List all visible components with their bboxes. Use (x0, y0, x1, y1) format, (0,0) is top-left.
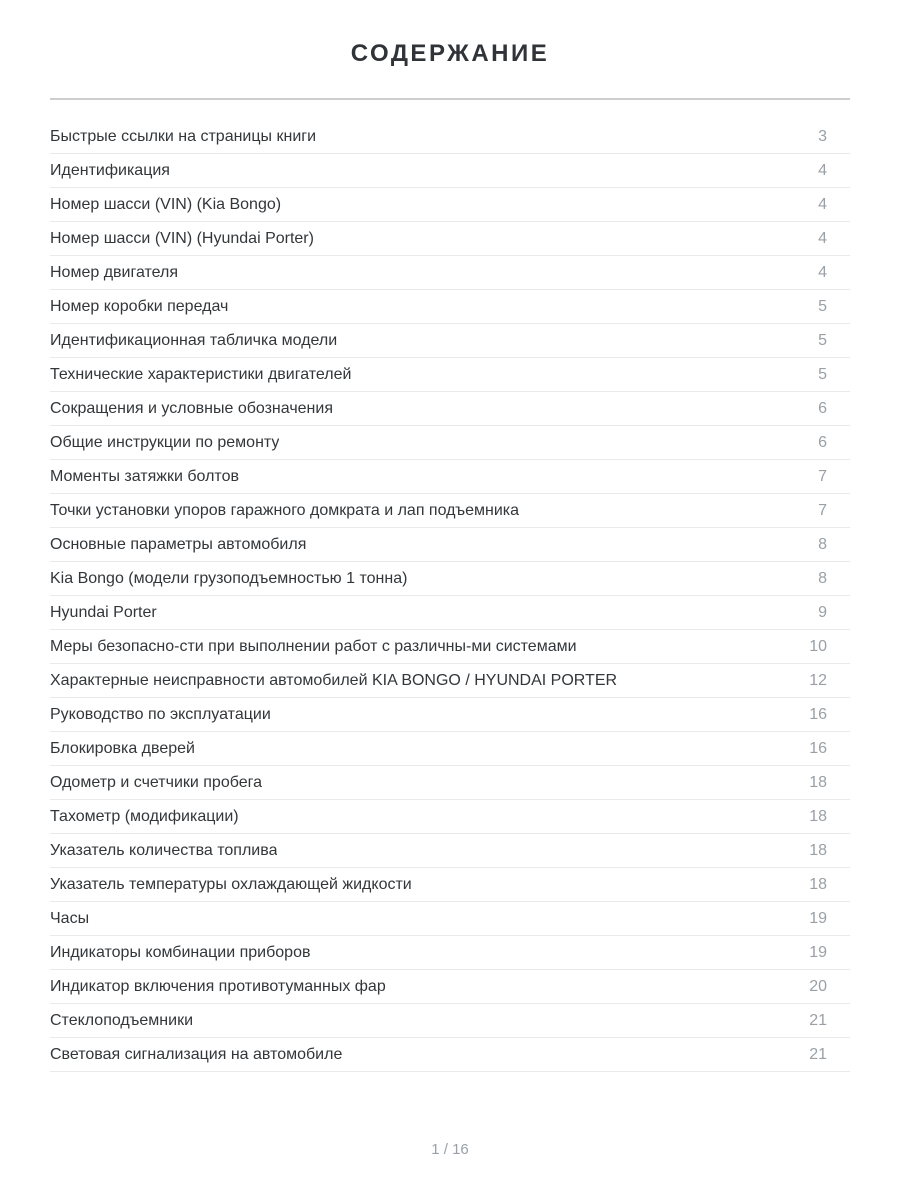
toc-row[interactable] (50, 290, 850, 324)
toc-row[interactable] (50, 936, 850, 970)
toc-item-page-number: 3 (818, 127, 827, 145)
toc-item-page-number: 5 (818, 297, 827, 315)
toc-item-label: Моменты затяжки болтов (50, 467, 239, 485)
toc-item-page-number: 7 (818, 467, 827, 485)
toc-row[interactable] (50, 494, 850, 528)
toc-item-label: Номер коробки передач (50, 297, 229, 315)
toc-item-page-number: 8 (818, 569, 827, 587)
toc-item-page-number: 19 (809, 909, 827, 927)
toc-row[interactable] (50, 902, 850, 936)
toc-row[interactable] (50, 460, 850, 494)
toc-row[interactable] (50, 596, 850, 630)
toc-item-page-number: 6 (818, 433, 827, 451)
toc-item-page-number: 4 (818, 263, 827, 281)
toc-item-label: Тахометр (модификации) (50, 807, 239, 825)
toc-item-label: Характерные неисправности автомобилей KIA BONGO / HYUNDAI PORTER (50, 671, 618, 689)
page-title: СОДЕРЖАНИЕ (350, 40, 550, 67)
toc-item-label: Световая сигнализация на автомобиле (50, 1045, 343, 1063)
toc-item-page-number: 4 (818, 161, 827, 179)
page-indicator: 1 / 16 (431, 1141, 469, 1158)
toc-item-page-number: 4 (818, 195, 827, 213)
toc-row[interactable] (50, 188, 850, 222)
toc-item-label: Меры безопасно-сти при выполнении работ с различны-ми системами (50, 637, 577, 655)
toc-item-label: Основные параметры автомобиля (50, 535, 307, 553)
toc-row[interactable] (50, 630, 850, 664)
toc-row[interactable] (50, 766, 850, 800)
toc-item-label: Номер двигателя (50, 263, 179, 281)
toc-row[interactable] (50, 120, 850, 154)
title-divider (50, 98, 850, 100)
toc-item-page-number: 16 (809, 739, 827, 757)
toc-item-label: Указатель количества топлива (50, 841, 278, 859)
toc-item-page-number: 18 (809, 841, 827, 859)
toc-row[interactable] (50, 664, 850, 698)
toc-item-label: Точки установки упоров гаражного домкрата и лап подъемника (50, 501, 520, 519)
toc-item-label: Руководство по эксплуатации (50, 705, 271, 723)
toc-row[interactable] (50, 256, 850, 290)
toc-row[interactable] (50, 1038, 850, 1072)
toc-item-page-number: 8 (818, 535, 827, 553)
toc-item-page-number: 10 (809, 637, 827, 655)
toc-row[interactable] (50, 732, 850, 766)
toc-item-label: Kia Bongo (модели грузоподъемностью 1 тонна) (50, 569, 408, 587)
toc-row[interactable] (50, 324, 850, 358)
toc-row[interactable] (50, 834, 850, 868)
toc-item-page-number: 6 (818, 399, 827, 417)
toc-item-label: Номер шасси (VIN) (Kia Bongo) (50, 195, 282, 213)
toc-item-page-number: 5 (818, 365, 827, 383)
toc-item-page-number: 18 (809, 807, 827, 825)
toc-item-page-number: 7 (818, 501, 827, 519)
toc-item-label: Идентификационная табличка модели (50, 331, 338, 349)
toc-item-label: Указатель температуры охлаждающей жидкости (50, 875, 412, 893)
toc-row[interactable] (50, 800, 850, 834)
toc-item-label: Номер шасси (VIN) (Hyundai Porter) (50, 229, 314, 247)
toc-item-label: Сокращения и условные обозначения (50, 399, 333, 417)
toc-item-label: Общие инструкции по ремонту (50, 433, 280, 451)
toc-item-label: Блокировка дверей (50, 739, 195, 757)
toc-item-label: Индикаторы комбинации приборов (50, 943, 311, 961)
toc-item-label: Технические характеристики двигателей (50, 365, 352, 383)
toc-row[interactable] (50, 392, 850, 426)
toc-list (50, 120, 850, 1072)
toc-item-label: Одометр и счетчики пробега (50, 773, 262, 791)
toc-item-page-number: 20 (809, 977, 827, 995)
toc-row[interactable] (50, 970, 850, 1004)
toc-row[interactable] (50, 528, 850, 562)
toc-item-page-number: 16 (809, 705, 827, 723)
toc-item-page-number: 9 (818, 603, 827, 621)
toc-row[interactable] (50, 426, 850, 460)
toc-row[interactable] (50, 562, 850, 596)
toc-item-label: Hyundai Porter (50, 603, 157, 621)
toc-item-page-number: 21 (809, 1045, 827, 1063)
toc-row[interactable] (50, 154, 850, 188)
toc-row[interactable] (50, 1004, 850, 1038)
toc-item-page-number: 4 (818, 229, 827, 247)
toc-item-label: Индикатор включения противотуманных фар (50, 977, 386, 995)
toc-row[interactable] (50, 868, 850, 902)
toc-item-page-number: 18 (809, 773, 827, 791)
toc-item-page-number: 18 (809, 875, 827, 893)
toc-item-page-number: 19 (809, 943, 827, 961)
toc-row[interactable] (50, 698, 850, 732)
toc-row[interactable] (50, 222, 850, 256)
toc-item-label: Часы (50, 909, 90, 927)
toc-item-page-number: 21 (809, 1011, 827, 1029)
toc-item-page-number: 5 (818, 331, 827, 349)
toc-item-label: Стеклоподъемники (50, 1011, 193, 1029)
toc-row[interactable] (50, 358, 850, 392)
toc-item-page-number: 12 (809, 671, 827, 689)
toc-item-label: Идентификация (50, 161, 170, 179)
toc-item-label: Быстрые ссылки на страницы книги (50, 127, 317, 145)
